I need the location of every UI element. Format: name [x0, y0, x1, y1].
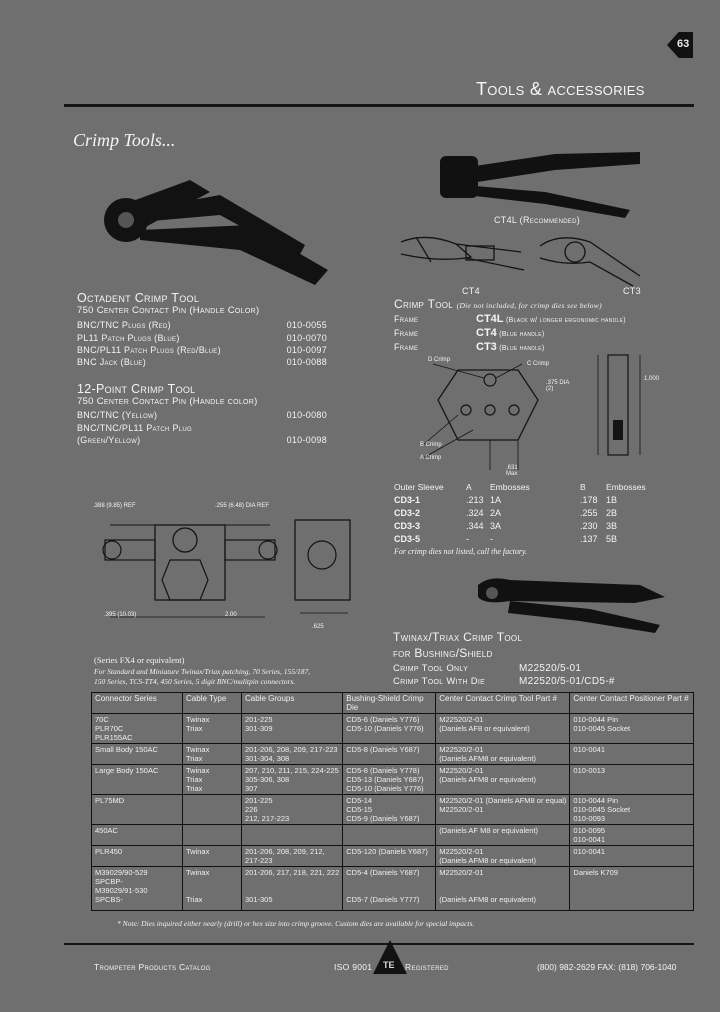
drawing-label: .625	[312, 624, 324, 630]
die-diagram	[418, 350, 668, 480]
die-label-b: B Crimp	[420, 442, 442, 448]
twelve-point-title: 12-Point Crimp Tool	[77, 382, 196, 396]
octadent-item: BNC/TNC Plugs (Red) 010-0055	[77, 320, 327, 330]
ct4-tool-image	[396, 232, 526, 287]
sleeve-table: Outer Sleeve A Embosses B Embosses CD3-1 .213 1A .178 1B CD3-2 .324 2A .255 2B CD3-3 .344 3A .230 3B CD3-5 - - .137 5B	[394, 482, 654, 546]
header-rule	[64, 104, 694, 107]
twelve-point-item: BNC/TNC (Yellow) 010-0080	[77, 410, 327, 420]
series-note: For Standard and Miniature Twinax/Triax patching, 70 Series, 155/187,	[94, 667, 311, 676]
octadent-item: BNC Jack (Blue) 010-0088	[77, 357, 327, 367]
ct4l-caption: CT4L (Recommended)	[494, 215, 581, 225]
series-note: (Series FX4 or equivalent)	[94, 655, 185, 665]
table-header-row: Connector Series Cable Type Cable Groups Bushing-Shield Crimp Die Center Contact Crimp Tool Part # Center Contact Positioner Part #	[92, 693, 694, 714]
sleeve-row: CD3-2 .324 2A .255 2B	[394, 508, 618, 518]
footer-registered: Registered	[405, 962, 449, 972]
drawing-label: .255 (6.48) DIA REF	[215, 503, 270, 509]
table-row: 70C PLR70C PLR155AC Twinax Triax 201-225 301-309 CD5-6 (Daniels Y776) CD5-10 (Daniels Y776) M22520/2-01 (Daniels AF8 or equivalent) 010-0044 Pin 010-0045 Socket	[92, 714, 694, 744]
twelve-point-subtitle: 750 Center Contact Pin (Handle color)	[77, 396, 258, 407]
crimp-tool-note: (Die not included, for crimp dies see below)	[456, 301, 602, 310]
die-label-max: .631 Max	[506, 465, 518, 477]
twinax-title: Twinax/Triax Crimp Tool	[393, 630, 523, 644]
footer-iso: ISO 9001	[334, 962, 373, 972]
drawing-label: 2.00	[225, 612, 237, 618]
die-label-dia: .375 DIA (2)	[546, 380, 570, 392]
twelve-point-item: (Green/Yellow) 010-0098	[77, 435, 327, 445]
octadent-subtitle: 750 Center Contact Pin (Handle Color)	[77, 305, 260, 316]
octadent-item: PL11 Patch Plugs (Blue) 010-0070	[77, 333, 327, 343]
frame-row: Frame CT4L (Black w/ longer ergonomic handle)	[394, 313, 626, 325]
ct4-caption: CT4	[462, 286, 480, 296]
ct3-caption: CT3	[623, 286, 641, 296]
octadent-tool-image	[100, 170, 340, 300]
connector-table	[91, 692, 694, 911]
table-row: Large Body 150AC Twinax Triax Triax 207, 210, 211, 215, 224-225 305-306, 308 307 CD5-8 (Daniels Y778) CD5-13 (Daniels Y687) CD5-10 (Daniels Y776) M22520/2-01 (Daniels AFM8 or equivalent) 010-0013	[92, 765, 694, 795]
footnote: * Note: Dies inquired either nearly (drill) or hex size into crimp groove. Custom dies are available for special impacts.	[117, 919, 475, 928]
die-label-d: D Crimp	[428, 357, 450, 363]
table-row: Small Body 150AC Twinax Triax 201-206, 208, 209, 217-223 301-304, 308 CD5-8 (Daniels Y687) M22520/2-01 (Daniels AFM8 or equivalent) 010-0041	[92, 744, 694, 765]
twinax-title-2: for Bushing/Shield	[393, 646, 493, 660]
series-note: 150 Series, TCS-TT4, 450 Series, 5 digit BNC/mulitpin connectors.	[94, 677, 296, 686]
octadent-item: BNC/PL11 Patch Plugs (Red/Blue) 010-0097	[77, 345, 327, 355]
octadent-title: Octadent Crimp Tool	[77, 291, 200, 305]
table-row: M39029/90-529 SPCBP- M39029/91-530 SPCBS- Twinax Triax 201-206, 217, 218, 221, 222 301-305 CD5-4 (Daniels Y687) CD5-7 (Daniels Y777) M22520/2-01 (Daniels AFM8 or equivalent) Daniels K709	[92, 867, 694, 911]
footer-catalog: Trompeter Products Catalog	[94, 962, 211, 972]
die-label-height: 1.000	[644, 376, 660, 382]
header-title: Tools & accessories	[476, 79, 645, 99]
table-row: 450AC (Daniels AF M8 or equivalent) 010-0095 010-0041	[92, 825, 694, 846]
twinax-row: Crimp Tool Only M22520/5-01	[393, 663, 582, 674]
sleeve-note: For crimp dies not listed, call the factory.	[394, 547, 528, 556]
ct4l-tool-image	[435, 148, 645, 218]
die-label-a: A Crimp	[420, 455, 442, 461]
sleeve-row: CD3-1 .213 1A .178 1B	[394, 495, 618, 505]
ct3-tool-image	[535, 232, 645, 292]
frame-row: Frame CT3 (Blue handle)	[394, 341, 545, 353]
section-title: Crimp Tools...	[73, 130, 176, 150]
page-number: 63	[677, 38, 690, 50]
sleeve-row: CD3-5 - - .137 5B	[394, 534, 618, 544]
footer-logo-letter: TE	[383, 960, 395, 970]
table-row: PLR450 Twinax 201-206, 208, 209, 212, 217-223 CD5-120 (Daniels Y687) M22520/2-01 (Daniels AFM8 or equivalent) 010-0041	[92, 846, 694, 867]
twinax-row: Crimp Tool With Die M22520/5-01/CD5-#	[393, 676, 615, 687]
frame-row: Frame CT4 (Blue handle)	[394, 327, 545, 339]
twelve-point-item: BNC/TNC/PL11 Patch Plug	[77, 423, 192, 433]
crimp-tool-title: Crimp Tool (Die not included, for crimp dies see below)	[394, 297, 602, 311]
drawing-label: .395 (10.03)	[104, 612, 137, 618]
die-label-c: C Crimp	[527, 361, 549, 367]
twinax-tool-image	[470, 575, 670, 635]
drawing-label: .388 (9.85) REF	[93, 503, 136, 509]
table-row: PL75MD 201-225 226 212, 217-223 CD5-14 CD5-15 CD5-9 (Daniels Y687) M22520/2-01 (Daniels AFM8 or equal) M22520/2-01 010-0044 Pin 010-0045 Socket 010-0093	[92, 795, 694, 825]
footer-phone: (800) 982-2629 FAX: (818) 706-1040	[537, 962, 677, 972]
sleeve-row: CD3-3 .344 3A .230 3B	[394, 521, 618, 531]
footer-rule	[64, 943, 694, 945]
